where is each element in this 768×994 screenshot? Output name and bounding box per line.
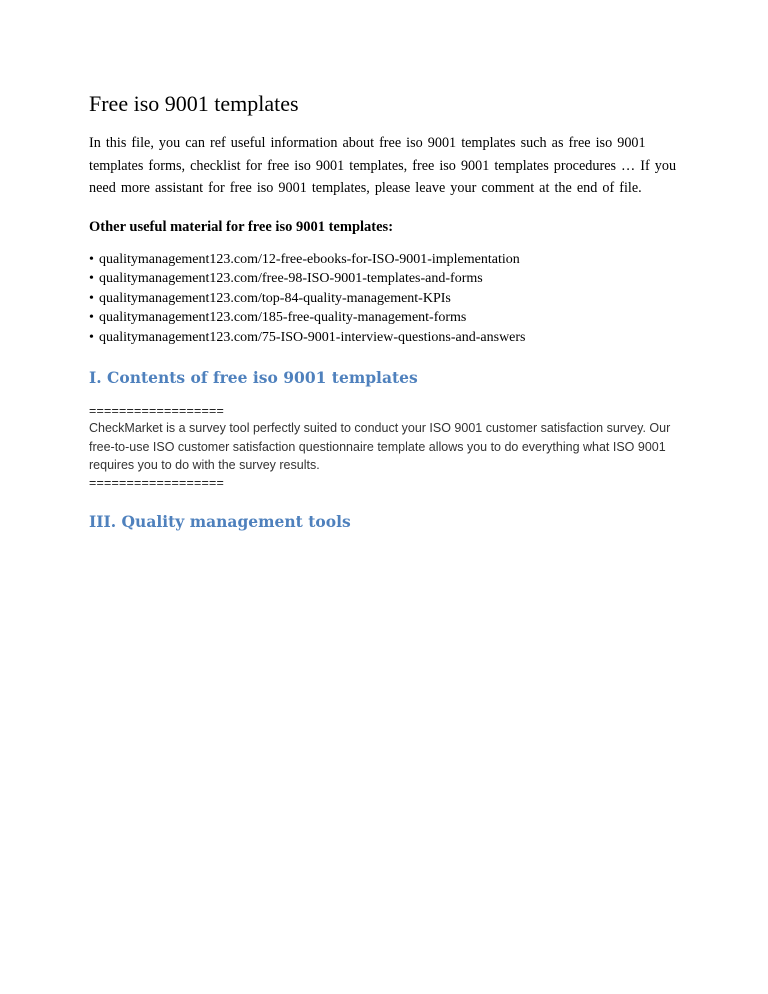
section-contents-body (89, 403, 679, 491)
bullet-icon: • (89, 251, 94, 267)
separator-top: ================== (89, 404, 224, 418)
document-title: Free iso 9001 templates (89, 91, 299, 116)
bullet-icon: • (89, 329, 94, 345)
resource-link-text[interactable]: qualitymanagement123.com/free-98-ISO-9001-templates-and-forms (99, 271, 483, 286)
bullet-icon: • (89, 271, 94, 286)
resource-link-text[interactable]: qualitymanagement123.com/12-free-ebooks-for-ISO-9001-implementation (99, 251, 520, 267)
resource-link-item[interactable] (89, 250, 679, 270)
document-content (89, 90, 679, 547)
intro-paragraph: In this file, you can ref useful information about free iso 9001 templates such as free iso 9001 templates forms, checklist for free iso 9001 templates, free iso 9001 templates procedures … If you need more assistant for free iso 9001 templates, please leave your comment at the end of file. (89, 135, 677, 196)
separator-bottom: ================== (89, 475, 224, 490)
resource-link-list (89, 250, 679, 348)
section-contents-heading: I. Contents of free iso 9001 templates (89, 368, 418, 387)
bullet-icon: • (89, 290, 94, 306)
resource-link-item[interactable] (89, 308, 679, 328)
resource-link-item[interactable] (89, 289, 679, 309)
resource-link-item[interactable] (89, 269, 679, 289)
resource-link-text[interactable]: qualitymanagement123.com/185-free-quality-management-forms (99, 310, 467, 325)
section-contents-text: CheckMarket is a survey tool perfectly suited to conduct your ISO 9001 customer satisfaction survey. Our free-to-use ISO customer satisfaction questionnaire template allows you to do everything what ISO 9001 requires you to do with the survey results. (89, 421, 671, 472)
section-tools-heading: III. Quality management tools (89, 511, 351, 531)
bullet-icon: • (89, 310, 94, 325)
resource-link-text[interactable]: qualitymanagement123.com/top-84-quality-management-KPIs (99, 290, 451, 306)
resource-link-item[interactable] (89, 328, 679, 348)
other-material-heading: Other useful material for free iso 9001 templates: (89, 218, 394, 235)
resource-link-text[interactable]: qualitymanagement123.com/75-ISO-9001-interview-questions-and-answers (99, 329, 526, 345)
